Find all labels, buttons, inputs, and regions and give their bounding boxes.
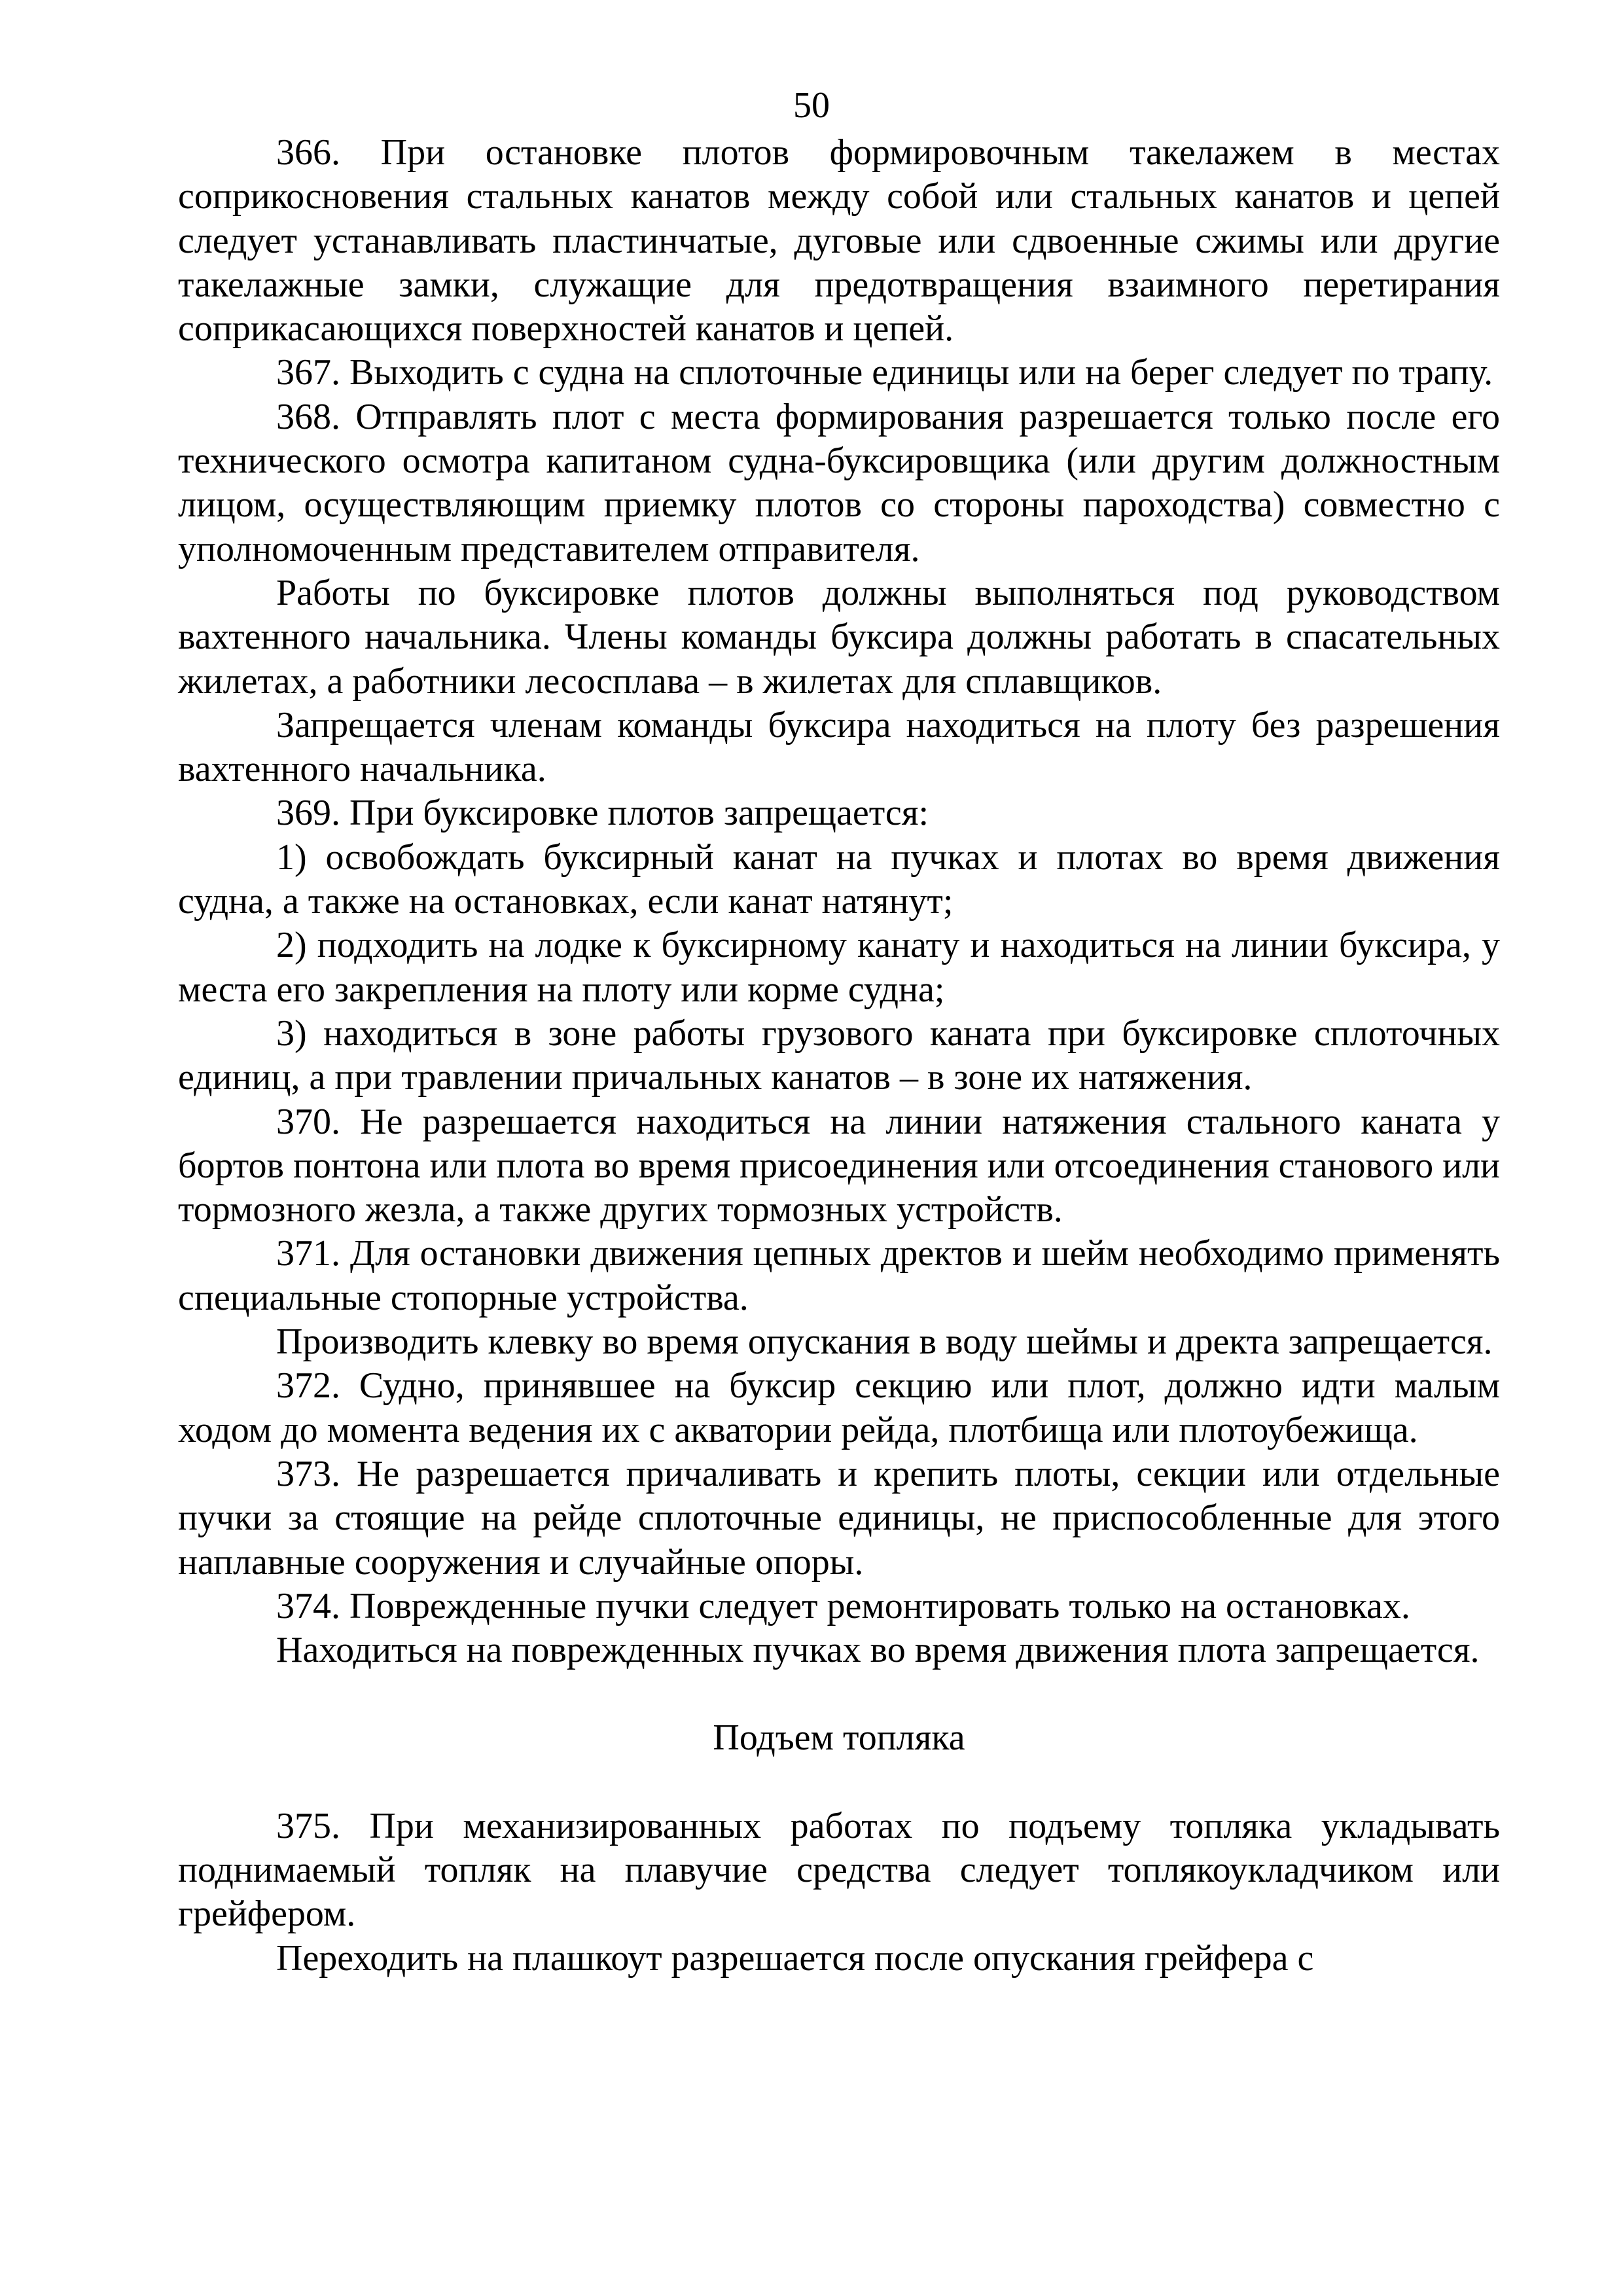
page-number: 50 [793,85,830,126]
paragraph-375-continued: Переходить на плашкоут разрешается после опускания грейфера с [276,1937,1314,1979]
section-heading: Подъем топляка [713,1717,965,1759]
paragraph-366: 366. При остановке плотов формировочным такелажем в местах соприкосновения стальных канатов между собой или стальных канатов и цепей следует устанавливать пластинчатые, дуговые или сдвоенные сжимы или другие такелажные замки, служащие для предотвращения взаимного перетирания соприкасающихся поверхностей канатов и цепей. [178,132,1500,350]
paragraph-369-item-2: 2) подходить на лодке к буксирному канату и находиться на линии буксира, у места его закрепления на плоту или корме судна; [178,925,1500,1010]
paragraph-368-towing-work: Работы по буксировке плотов должны выполняться под руководством вахтенного начальника. Члены команды буксира должны работать в спасательных жилетах, а работники лесосплава – в жилетах для сплавщиков. [178,572,1500,702]
paragraph-373: 373. Не разрешается причаливать и крепить плоты, секции или отдельные пучки за стоящие на рейде сплоточные единицы, не приспособленные для этого наплавные сооружения и случайные опоры. [178,1453,1500,1583]
paragraph-371-prohibition: Производить клевку во время опускания в воду шеймы и дректа запрещается. [276,1321,1493,1363]
paragraph-370: 370. Не разрешается находиться на линии натяжения стального каната у бортов понтона или плота во время присоединения или отсоединения станового или тормозного жезла, а также других тормозных устройств. [178,1101,1500,1230]
paragraph-368: 368. Отправлять плот с места формирования разрешается только после его технического осмотра капитаном судна-буксировщика (или другим должностным лицом, осуществляющим приемку плотов со стороны пароходства) совместно с уполномоченным представителем отправителя. [178,396,1500,569]
paragraph-372: 372. Судно, принявшее на буксир секцию или плот, должно идти малым ходом до момента ведения их с акватории рейда, плотбища или плотоубежища. [178,1365,1500,1450]
document-body [178,131,1500,1981]
paragraph-374: 374. Поврежденные пучки следует ремонтировать только на остановках. [276,1585,1410,1626]
paragraph-369-item-3: 3) находиться в зоне работы грузового каната при буксировке сплоточных единиц, а при травлении причальных канатов – в зоне их натяжения. [178,1013,1500,1098]
paragraph-375: 375. При механизированных работах по подъему топляка укладывать поднимаемый топляк на плавучие средства следует топлякоукладчиком или грейфером. [178,1805,1500,1935]
paragraph-369: 369. При буксировке плотов запрещается: [276,793,929,834]
paragraph-371: 371. Для остановки движения цепных дректов и шейм необходимо применять специальные стопорные устройства. [178,1233,1500,1318]
paragraph-369-item-1: 1) освобождать буксирный канат на пучках и плотах во время движения судна, а также на остановках, если канат натянут; [178,836,1500,922]
paragraph-368-prohibition: Запрещается членам команды буксира находиться на плоту без разрешения вахтенного начальника. [178,704,1500,790]
paragraph-367: 367. Выходить с судна на сплоточные единицы или на берег следует по трапу. [276,352,1493,393]
paragraph-374-prohibition: Находиться на поврежденных пучках во время движения плота запрещается. [276,1630,1480,1671]
